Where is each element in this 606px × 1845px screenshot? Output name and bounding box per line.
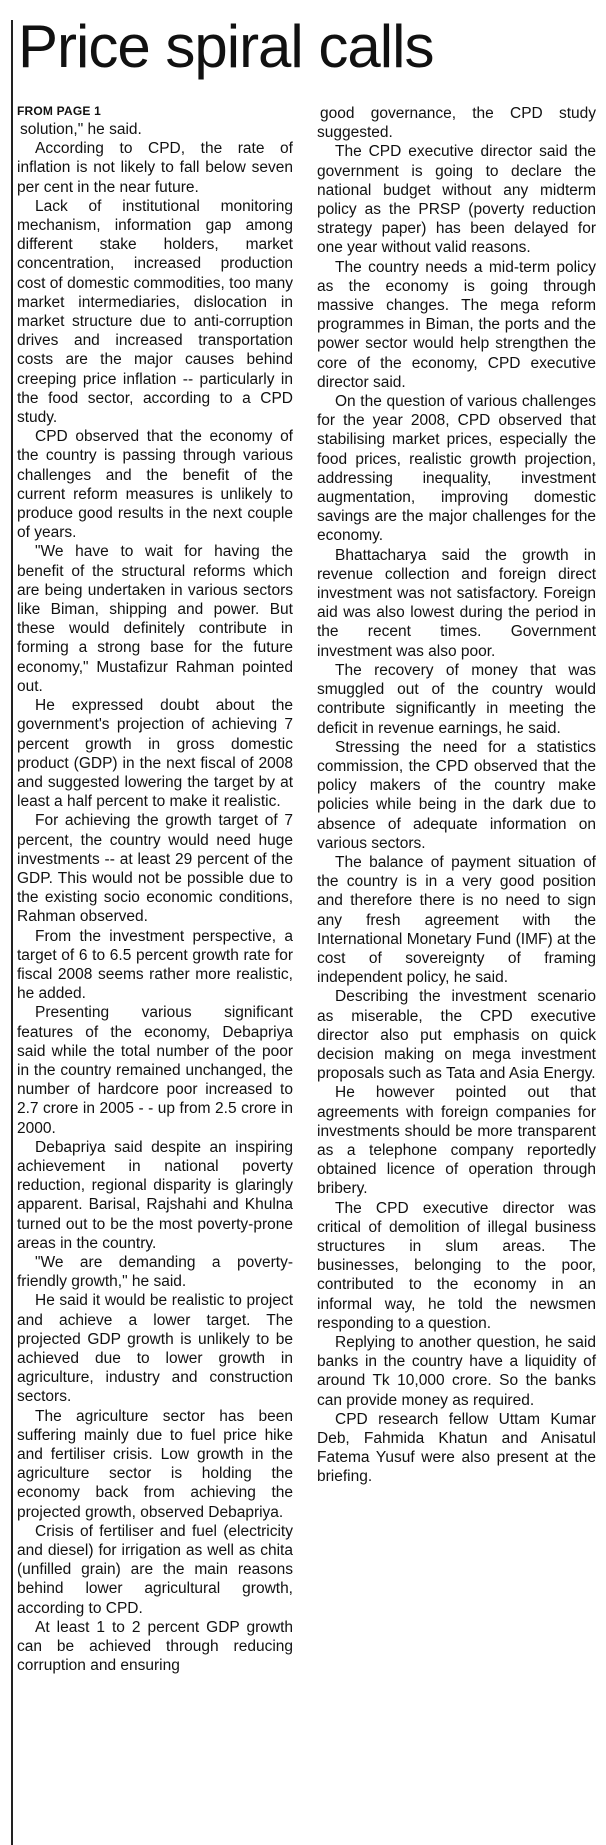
paragraph: At least 1 to 2 percent GDP growth can be achieved through reducing corruption and ensuring [17,1618,293,1675]
paragraph: Presenting various significant features of the economy, Debapriya said while the total number of the poor in the country remained unchanged, the number of hardcore poor increased to 2.7 crore in 2005 - - up from 2.5 crore in 2000. [17,1004,293,1137]
paragraph: The country needs a mid-term policy as the economy is going through massive changes. The mega reform programmes in Biman, the ports and the power sector would help strengthen the core of the economy, CPD executive director said. [317,258,596,391]
paragraph: The agriculture sector has been suffering mainly due to fuel price hike and fertiliser crisis. Low growth in the agriculture sector is holding the economy back from achieving the projected growth, observed Debapriya. [17,1407,293,1521]
paragraph: Crisis of fertiliser and fuel (electricity and diesel) for irrigation as well as chita (unfilled grain) are the main reasons behind lower agricultural growth, according to CPD. [17,1522,293,1617]
paragraph: The CPD executive director said the government is going to declare the national budget without any midterm policy as the PRSP (poverty reduction strategy paper) has been delayed for one year without valid reasons. [317,143,596,257]
paragraph: CPD observed that the economy of the country is passing through various challenges and the benefit of the current reform measures is unlikely to produce good results in the next couple of years. [17,428,293,542]
paragraph: He expressed doubt about the government's projection of achieving 7 percent growth in gross domestic product (GDP) in the next fiscal of 2008 and suggested lowering the target by at least a half percent to make it realistic. [17,697,293,811]
paragraph: solution," he said. [20,121,142,138]
continuation-label: FROM PAGE 1 [17,104,101,118]
paragraph: Bhattacharya said the growth in revenue collection and foreign direct investment was not satisfactory. Foreign aid was also lowest during the period in the recent times. Government investment was also poor. [317,546,596,660]
paragraph: good governance, the CPD study suggested. [317,105,596,142]
headline: Price spiral calls [18,13,434,80]
paragraph: He however pointed out that agreements with foreign companies for investments should be more transparent as a telephone company reportedly obtained licence of operation through bribery. [317,1084,596,1198]
left-column-rule [11,20,13,1845]
paragraph: Replying to another question, he said banks in the country have a liquidity of around Tk 10,000 crore. So the banks can provide money as required. [317,1334,596,1409]
paragraph: "We have to wait for having the benefit of the structural reforms which are being undertaken in various sectors like Biman, shipping and power. But these would definitely contribute in forming a strong base for the future economy," Mustafizur Rahman pointed out. [17,543,293,695]
paragraph: Describing the investment scenario as miserable, the CPD executive director also put emphasis on quick decision making on mega investment proposals such as Tata and Asia Energy. [317,988,596,1083]
paragraph: According to CPD, the rate of inflation is not likely to fall below seven per cent in the near future. [17,140,293,196]
paragraph: "We are demanding a poverty-friendly growth," he said. [17,1253,293,1291]
paragraph: The recovery of money that was smuggled out of the country would contribute significantly in meeting the deficit in revenue earnings, he said. [317,661,596,737]
paragraph: Stressing the need for a statistics commission, the CPD observed that the policy makers of the country make policies while being in the dark due to absence of adequate information on various sectors. [317,738,596,852]
paragraph: On the question of various challenges for the year 2008, CPD observed that stabilising market prices, especially the food prices, realistic growth projection, addressing inequality, investment augmentation, improving domestic savings are the major challenges for the economy. [317,393,596,545]
paragraph: CPD research fellow Uttam Kumar Deb, Fahmida Khatun and Anisatul Fatema Yusuf were also present at the briefing. [317,1410,596,1486]
article-column-right [317,104,596,1487]
paragraph: The balance of payment situation of the country is in a very good position and therefore there is no need to sign any fresh agreement with the International Monetary Fund (IMF) at the cost of sovereignty of framing independent policy, he said. [317,853,596,987]
paragraph: Lack of institutional monitoring mechanism, information gap among different stake holders, market concentration, increased production cost of domestic commodities, too many market intermediaries, dislocation in market structure due to anti-corruption drives and increased transportation costs are the major causes behind creeping price inflation -- particularly in the food sector, according to a CPD study. [17,197,293,427]
article-column-left [17,104,293,1675]
paragraph: He said it would be realistic to project and achieve a lower target. The projected GDP growth is unlikely to be achieved due to lower growth in agriculture, industry and construction sectors. [17,1292,293,1406]
paragraph: Debapriya said despite an inspiring achievement in national poverty reduction, regional disparity is glaringly apparent. Barisal, Rajshahi and Khulna turned out to be the most poverty-prone areas in the country. [17,1138,293,1252]
paragraph: For achieving the growth target of 7 percent, the country would need huge investments -- at least 29 percent of the GDP. This would not be possible due to the existing socio economic conditions, Rahman observed. [17,812,293,926]
paragraph: From the investment perspective, a target of 6 to 6.5 percent growth rate for fiscal 2008 seems rather more realistic, he added. [17,927,293,1003]
paragraph: The CPD executive director was critical of demolition of illegal business structures in slum areas. The businesses, belonging to the poor, contributed to the economy in an informal way, he told the newsmen responding to a question. [317,1199,596,1332]
